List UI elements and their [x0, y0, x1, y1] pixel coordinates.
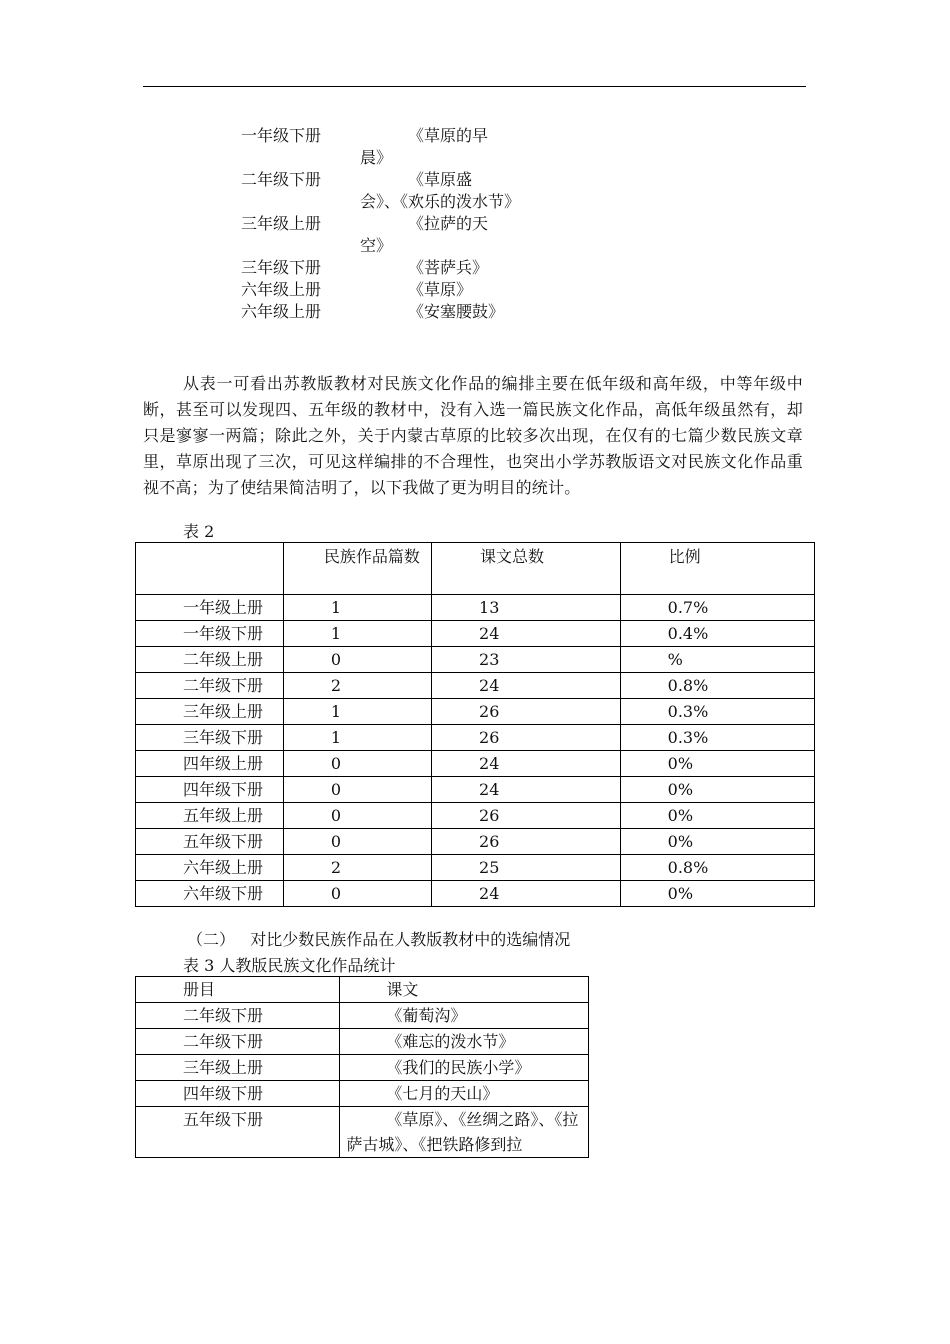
grade-cell: 一年级下册 — [136, 621, 284, 647]
count-cell: 0 — [283, 829, 431, 855]
table-row — [136, 1081, 589, 1107]
total-cell: 26 — [432, 699, 621, 725]
lesson-title: 《拉萨的天空》 — [360, 214, 489, 255]
grade-cell: 五年级下册 — [136, 829, 284, 855]
table3-caption: 表 3 人教版民族文化作品统计 — [183, 956, 396, 975]
lesson-cell: 《草原》、《丝绸之路》、《拉萨古城》、《把铁路修到拉 — [340, 1107, 589, 1158]
count-cell: 0 — [283, 751, 431, 777]
table-row — [136, 829, 815, 855]
table-row — [136, 673, 815, 699]
header-rule — [143, 86, 806, 87]
table3 — [135, 976, 589, 1158]
table-row — [136, 621, 815, 647]
count-cell: 1 — [283, 725, 431, 751]
grade-cell: 五年级上册 — [136, 803, 284, 829]
list-item — [241, 279, 541, 301]
table-row — [136, 725, 815, 751]
table2 — [135, 542, 815, 907]
ratio-cell: 0.3% — [620, 699, 814, 725]
grade-label: 二年级下册 — [241, 170, 322, 189]
ratio-cell: 0% — [620, 881, 814, 907]
list-item — [241, 169, 541, 213]
grade-label: 六年级上册 — [241, 302, 322, 321]
grade-cell: 一年级上册 — [136, 595, 284, 621]
grade-cell: 六年级下册 — [136, 881, 284, 907]
table-row — [136, 777, 815, 803]
list-item — [241, 213, 541, 257]
lesson-title: 《菩萨兵》 — [408, 258, 489, 277]
header-cell: 课文总数 — [432, 543, 621, 595]
table2-caption: 表 2 — [183, 522, 215, 541]
grade-cell: 二年级下册 — [136, 1029, 340, 1055]
total-cell: 24 — [432, 881, 621, 907]
ratio-cell: % — [620, 647, 814, 673]
total-cell: 23 — [432, 647, 621, 673]
ratio-cell: 0% — [620, 829, 814, 855]
total-cell: 24 — [432, 777, 621, 803]
body-paragraph: 从表一可看出苏教版教材对民族文化作品的编排主要在低年级和高年级，中等年级中断，甚至可以发现四、五年级的教材中，没有入选一篇民族文化作品，高低年级虽然有，却只是寥寥一两篇；除此之外，关于内蒙古草原的比较多次出现，在仅有的七篇少数民族文章里，草原出现了三次，可见这样编排的不合理性，也突出小学苏教版语文对民族文化作品重视不高；为了使结果简洁明了，以下我做了更为明目的统计。 — [143, 374, 803, 497]
ratio-cell: 0.8% — [620, 673, 814, 699]
grade-cell: 二年级下册 — [136, 673, 284, 699]
header-cell: 课文 — [340, 977, 589, 1003]
lesson-cell: 《七月的天山》 — [340, 1081, 589, 1107]
ratio-cell: 0.7% — [620, 595, 814, 621]
grade-label: 一年级下册 — [241, 126, 322, 145]
header-cell — [136, 543, 284, 595]
grade-cell: 六年级上册 — [136, 855, 284, 881]
grade-cell: 五年级下册 — [136, 1107, 340, 1158]
table-row — [136, 647, 815, 673]
grade-cell: 二年级上册 — [136, 647, 284, 673]
grade-cell: 二年级下册 — [136, 1003, 340, 1029]
table1-list — [241, 125, 541, 323]
lesson-cell: 《难忘的泼水节》 — [340, 1029, 589, 1055]
grade-cell: 三年级上册 — [136, 1055, 340, 1081]
grade-cell: 三年级上册 — [136, 699, 284, 725]
ratio-cell: 0% — [620, 803, 814, 829]
count-cell: 0 — [283, 881, 431, 907]
table-row — [136, 803, 815, 829]
table-row — [136, 699, 815, 725]
table-row — [136, 1107, 589, 1158]
table-row — [136, 855, 815, 881]
total-cell: 26 — [432, 725, 621, 751]
lesson-title: 《草原的早晨》 — [360, 126, 489, 167]
header-cell: 册目 — [136, 977, 340, 1003]
count-cell: 0 — [283, 777, 431, 803]
table-header-row — [136, 543, 815, 595]
ratio-cell: 0.3% — [620, 725, 814, 751]
grade-label: 三年级上册 — [241, 214, 322, 233]
grade-cell: 三年级下册 — [136, 725, 284, 751]
ratio-cell: 0.8% — [620, 855, 814, 881]
total-cell: 24 — [432, 673, 621, 699]
ratio-cell: 0% — [620, 777, 814, 803]
header-cell: 民族作品篇数 — [283, 543, 431, 595]
total-cell: 24 — [432, 751, 621, 777]
grade-cell: 四年级下册 — [136, 1081, 340, 1107]
grade-label: 六年级上册 — [241, 280, 322, 299]
header-cell: 比例 — [620, 543, 814, 595]
total-cell: 13 — [432, 595, 621, 621]
grade-label: 三年级下册 — [241, 258, 322, 277]
total-cell: 26 — [432, 803, 621, 829]
count-cell: 1 — [283, 621, 431, 647]
count-cell: 1 — [283, 595, 431, 621]
count-cell: 2 — [283, 673, 431, 699]
lesson-cell: 《我们的民族小学》 — [340, 1055, 589, 1081]
grade-cell: 四年级上册 — [136, 751, 284, 777]
total-cell: 25 — [432, 855, 621, 881]
table-row — [136, 1003, 589, 1029]
lesson-title: 《草原》 — [408, 280, 473, 299]
list-item — [241, 301, 541, 323]
table-row — [136, 1029, 589, 1055]
section-heading: （二） 对比少数民族作品在人教版教材中的选编情况 — [187, 930, 571, 949]
table-row — [136, 1055, 589, 1081]
grade-cell: 四年级下册 — [136, 777, 284, 803]
ratio-cell: 0% — [620, 751, 814, 777]
table-header-row — [136, 977, 589, 1003]
ratio-cell: 0.4% — [620, 621, 814, 647]
count-cell: 0 — [283, 647, 431, 673]
total-cell: 26 — [432, 829, 621, 855]
table-row — [136, 751, 815, 777]
lesson-title: 《草原盛会》、《欢乐的泼水节》 — [360, 170, 521, 211]
table-row — [136, 595, 815, 621]
count-cell: 1 — [283, 699, 431, 725]
table-row — [136, 881, 815, 907]
list-item — [241, 257, 541, 279]
list-item — [241, 125, 541, 169]
count-cell: 0 — [283, 803, 431, 829]
lesson-title: 《安塞腰鼓》 — [408, 302, 505, 321]
count-cell: 2 — [283, 855, 431, 881]
lesson-cell: 《葡萄沟》 — [340, 1003, 589, 1029]
total-cell: 24 — [432, 621, 621, 647]
